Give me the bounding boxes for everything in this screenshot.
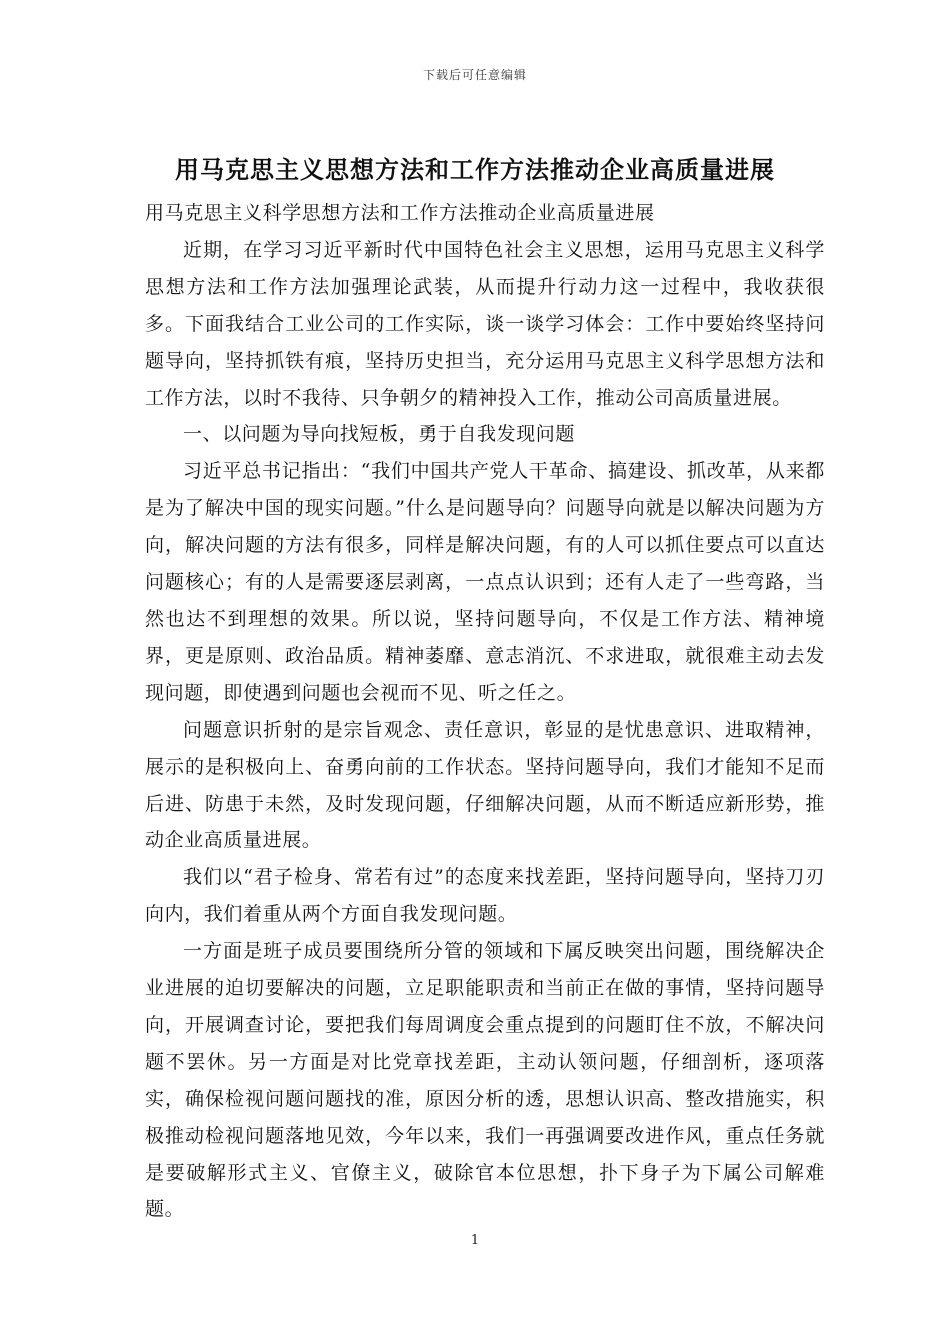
paragraph: 一方面是班子成员要围绕所分管的领域和下属反映突出问题，围绕解决企业进展的迫切要解决的问题，立足职能职责和当前正在做的事情，坚持问题导向，开展调查讨论，要把我们每周调度会重点提到的问题盯住不放，不解决问题不罢休。另一方面是对比党章找差距，主动认领问题，仔细剖析，逐项落实，确保检视问题问题找的准，原因分析的透，思想认识高、整改措施实，积极推动检视问题落地见效，今年以来，我们一再强调要改进作风，重点任务就是要破解形式主义、官僚主义，破除官本位思想，扑下身子为下属公司解难题。 (145, 940, 825, 1221)
header-note: 下载后可任意编辑 (422, 68, 527, 82)
document-subtitle: 用马克思主义科学思想方法和工作方法推动企业高质量进展 (145, 202, 655, 224)
document-body (145, 195, 825, 1228)
page-number: 1 (470, 1233, 480, 1248)
paragraph: 近期，在学习习近平新时代中国特色社会主义思想，运用马克思主义科学思想方法和工作方法加强理论武装，从而提升行动力这一过程中，我收获很多。下面我结合工业公司的工作实际，谈一谈学习体会：工作中要始终坚持问题导向，坚持抓铁有痕，坚持历史担当，充分运用马克思主义科学思想方法和工作方法，以时不我待、只争朝夕的精神投入工作，推动公司高质量进展。 (145, 238, 825, 409)
paragraph: 我们以“君子检身、常若有过”的态度来找差距，坚持问题导向，坚持刀刃向内，我们着重从两个方面自我发现问题。 (145, 866, 825, 926)
section-heading: 一、以问题为导向找短板，勇于自我发现问题 (183, 423, 576, 446)
paragraph: 问题意识折射的是宗旨观念、责任意识，彰显的是忧患意识、进取精神，展示的是积极向上、奋勇向前的工作状态。坚持问题导向，我们才能知不足而后进、防患于未然，及时发现问题，仔细解决问题，从而不断适应新形势，推动企业高质量进展。 (145, 718, 825, 852)
paragraph: 习近平总书记指出：“我们中国共产党人干革命、搞建设、抓改革，从来都是为了解决中国的现实问题。”什么是问题导向？问题导向就是以解决问题为方向，解决问题的方法有很多，同样是解决问题，有的人可以抓住要点可以直达问题核心；有的人是需要逐层剥离，一点点认识到；还有人走了一些弯路，当然也达不到理想的效果。所以说，坚持问题导向，不仅是工作方法、精神境界，更是原则、政治品质。精神萎靡、意志消沉、不求进取，就很难主动去发现问题，即使遇到问题也会视而不见、听之任之。 (145, 460, 825, 704)
document-title: 用马克思主义思想方法和工作方法推动企业高质量进展 (175, 155, 775, 184)
